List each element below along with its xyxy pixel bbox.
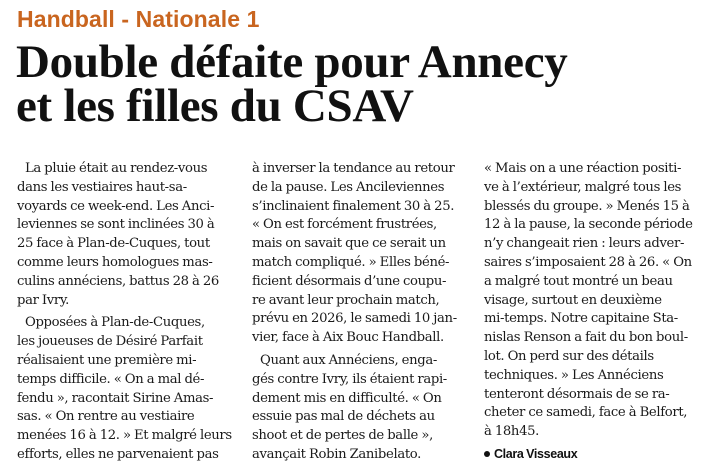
- text-line: ficient désormais d’une coupu-: [252, 273, 447, 289]
- text-line: « Mais on a une réaction positi-: [484, 161, 682, 176]
- text-line: culins annéciens, battus 28 à 26: [17, 273, 219, 289]
- text-line: visage, surtout en deuxième: [484, 292, 662, 308]
- text-line: prévu en 2026, le samedi 10 jan-: [252, 311, 457, 327]
- text-line: réalisaient une première mi-: [17, 352, 197, 368]
- text-line: Quant aux Annéciens, enga-: [260, 352, 437, 368]
- article-column-1: [17, 160, 239, 465]
- paragraph: [17, 314, 239, 464]
- text-line: sas. « On rentre au vestiaire: [17, 409, 195, 425]
- text-line: Opposées à Plan-de-Cuques,: [25, 315, 205, 331]
- text-line: a malgré tout montré un beau: [484, 273, 673, 289]
- text-line: dans les vestiaires haut-sa-: [17, 179, 187, 195]
- text-line: leviennes se sont inclinées 30 à: [17, 217, 215, 233]
- text-line: s’inclinaient finalement 30 à 25.: [252, 198, 455, 214]
- text-line: gés contre Ivry, ils étaient rapi-: [252, 371, 447, 387]
- text-line: match compliqué. » Elles béné-: [252, 254, 450, 270]
- text-line: de la pause. Les Ancileviennes: [252, 179, 445, 195]
- text-line: saires s’imposaient 28 à 26. « On: [484, 254, 692, 270]
- text-line: mais on savait que ce serait un: [252, 236, 446, 252]
- headline: [16, 36, 706, 132]
- article-column-3: [484, 160, 706, 464]
- text-line: tenteront désormais de se ra-: [484, 386, 670, 402]
- text-line: lot. On perd sur des détails: [484, 348, 654, 364]
- kicker: Handball - Nationale 1: [17, 6, 260, 32]
- text-line: blessés du groupe. » Menés 15 à: [484, 198, 690, 214]
- paragraph: [252, 352, 474, 465]
- text-line: efforts, elles ne parvenaient pas: [17, 446, 219, 462]
- text-line: à inverser la tendance au retour: [252, 161, 455, 176]
- byline: [484, 445, 706, 464]
- text-line: techniques. » Les Annéciens: [484, 367, 664, 383]
- text-line: les joueuses de Désiré Parfait: [17, 334, 203, 350]
- text-line: re avant leur prochain match,: [252, 292, 440, 308]
- headline-line: Double défaite pour Annecy: [16, 36, 568, 88]
- text-line: dement mis en difficulté. « On: [252, 390, 442, 406]
- text-line: n’y changeait rien : leurs adver-: [484, 236, 685, 252]
- text-line: nislas Renson a fait du bon boul-: [484, 330, 688, 346]
- text-line: cheter ce samedi, face à Belfort,: [484, 405, 688, 421]
- headline-line: et les filles du CSAV: [16, 80, 414, 132]
- text-line: « On est forcément frustrées,: [252, 217, 437, 233]
- text-line: shoot et de pertes de balle »,: [252, 428, 433, 444]
- text-line: La pluie était au rendez-vous: [25, 161, 208, 176]
- paragraph: [484, 160, 706, 442]
- text-line: menées 16 à 12. » Et malgré leurs: [17, 428, 232, 444]
- text-line: comme leurs homologues mas-: [17, 254, 213, 270]
- text-line: essuie pas mal de déchets au: [252, 409, 435, 425]
- text-line: vier, face à Aix Bouc Handball.: [252, 330, 444, 346]
- text-line: par Ivry.: [17, 292, 70, 308]
- text-line: temps difficile. « On a mal dé-: [17, 371, 205, 387]
- bullet-icon: [484, 451, 490, 457]
- text-line: mi-temps. Notre capitaine Sta-: [484, 311, 678, 327]
- text-line: avançait Robin Zanibelato.: [252, 446, 422, 462]
- paragraph: [17, 160, 239, 310]
- article-column-2: [252, 160, 474, 465]
- text-line: ve à l’extérieur, malgré tous les: [484, 179, 682, 195]
- text-line: fendu », racontait Sirine Amas-: [17, 390, 214, 406]
- author-name: Clara Visseaux: [494, 446, 578, 461]
- paragraph: [252, 160, 474, 348]
- text-line: 12 à la pause, la seconde période: [484, 217, 693, 233]
- text-line: 25 face à Plan-de-Cuques, tout: [17, 236, 210, 252]
- text-line: voyards ce week-end. Les Anci-: [17, 198, 215, 214]
- text-line: à 18h45.: [484, 424, 540, 440]
